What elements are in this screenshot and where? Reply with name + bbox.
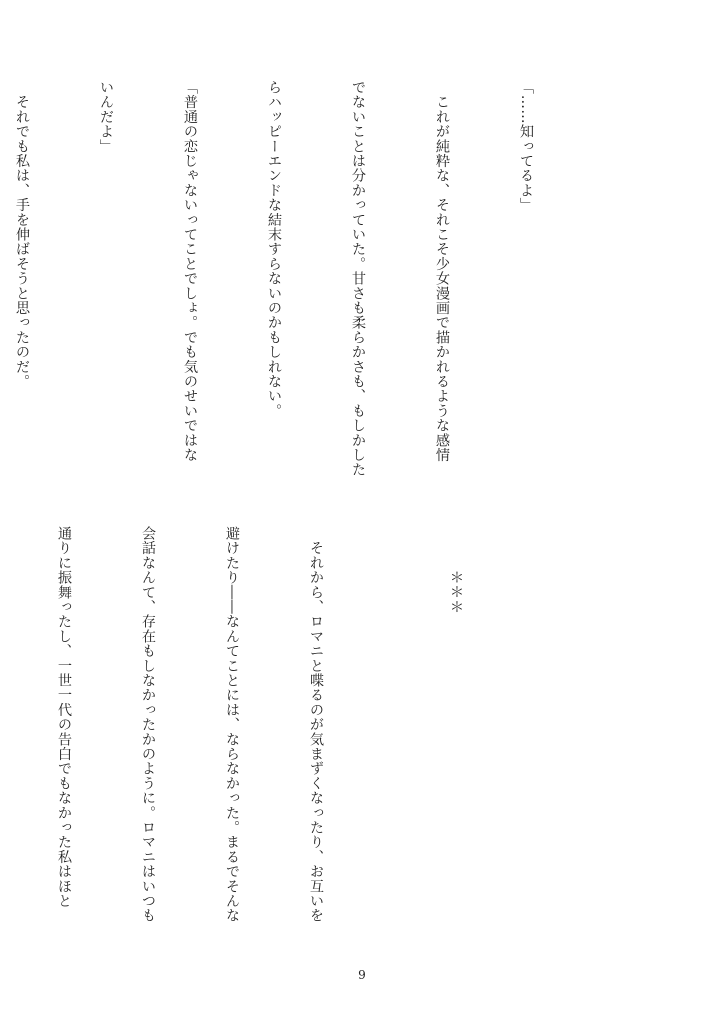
text-line: 「……知ってるよ」 (518, 80, 534, 213)
text-line: 会話なんて、存在もしなかったかのように。ロマニはいつも (140, 526, 156, 923)
text-line: それでも私は、手を伸ばそうと思ったのだ。 (14, 80, 30, 389)
text-line: でないことは分かっていた。甘さも柔らかさも、もしかした (350, 80, 366, 477)
text-line: 避けたり――なんてことには、ならなかった。まるでそんな (224, 526, 240, 923)
text-block-top (0, 80, 596, 512)
text-line: らハッピーエンドな結末すらないのかもしれない。 (266, 80, 282, 419)
page-number: 9 (358, 968, 366, 982)
section-break: ＊＊＊ (448, 526, 464, 615)
text-line: 「普通の恋じゃないってことでしょ。でも気のせいではな (182, 80, 198, 463)
text-line: それから、ロマニと喋るのが気まずくなったり、お互いを (308, 526, 324, 923)
text-line: 通りに振舞ったし、一世一代の告白でもなかった私はほと (56, 526, 72, 909)
text-line: これが純粋な、それこそ少女漫画で描かれるような感情 (434, 80, 450, 463)
text-block-bottom (0, 526, 526, 952)
text-line: いんだよ」 (98, 80, 114, 154)
